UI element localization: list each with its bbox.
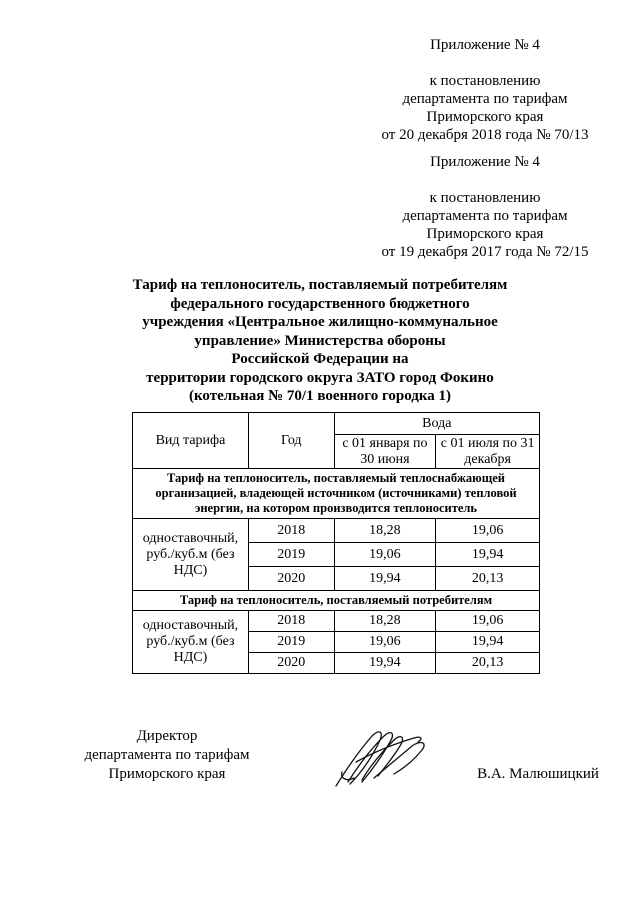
section-title: Тариф на теплоноситель, поставляемый теплоснабжающей организацией, владеющей источником (источниками) тепловой энергии, на котором производится теплоноситель: [133, 469, 540, 519]
header-line: к постановлению: [429, 73, 541, 89]
header-line: к постановлению: [429, 190, 541, 206]
header-line: Приморского края: [426, 109, 544, 125]
header-line: департамента по тарифам: [402, 208, 568, 224]
col-header-water: Вода: [334, 413, 539, 435]
value-cell: 19,94: [334, 567, 436, 591]
value-cell: 19,06: [334, 543, 436, 567]
title-line: управление» Министерства обороны: [194, 332, 446, 349]
value-cell: 18,28: [334, 611, 436, 632]
col-header-tariff-type: Вид тарифа: [133, 413, 249, 469]
title-line: (котельная № 70/1 военного городка 1): [188, 388, 452, 404]
value-cell: 19,94: [436, 632, 540, 653]
position-line: Директор: [136, 728, 198, 744]
header-line: Приморского края: [426, 226, 544, 242]
header-line: департамента по тарифам: [402, 91, 568, 107]
header-line: от 20 декабря 2018 года № 70/13: [381, 127, 589, 143]
col-header-period-1: с 01 января по 30 июня: [334, 435, 436, 469]
value-cell: 19,06: [436, 611, 540, 632]
appendix-number: Приложение № 4: [430, 154, 540, 170]
year-cell: 2018: [248, 611, 334, 632]
title-line: территории городского округа ЗАТО город Фокино: [146, 369, 494, 386]
value-cell: 19,94: [436, 543, 540, 567]
tariff-table: [132, 412, 540, 674]
appendix-header-2: [340, 153, 630, 261]
value-cell: 19,06: [436, 519, 540, 543]
header-line: от 19 декабря 2017 года № 72/15: [381, 244, 589, 260]
year-cell: 2020: [248, 567, 334, 591]
title-line: федерального государственного бюджетного: [170, 295, 470, 312]
value-cell: 19,94: [334, 653, 436, 674]
handwritten-signature: [328, 722, 438, 792]
year-cell: 2019: [248, 543, 334, 567]
signatory-position: [62, 727, 272, 784]
col-header-year: Год: [248, 413, 334, 469]
value-cell: 20,13: [436, 653, 540, 674]
appendix-number: Приложение № 4: [430, 37, 540, 53]
title-line: Российской Федерации на: [231, 351, 409, 367]
appendix-header-1: [340, 36, 630, 144]
year-cell: 2019: [248, 632, 334, 653]
col-header-period-2: с 01 июля по 31 декабря: [436, 435, 540, 469]
document-title: [100, 276, 540, 406]
title-line: учреждения «Центральное жилищно-коммунальное: [142, 314, 498, 330]
value-cell: 20,13: [436, 567, 540, 591]
tariff-type-cell: одноставочный, руб./куб.м (без НДС): [133, 519, 249, 591]
position-line: Приморского края: [108, 766, 226, 782]
year-cell: 2018: [248, 519, 334, 543]
signatory-name: В.А. Малюшицкий: [477, 766, 599, 782]
tariff-type-cell: одноставочный, руб./куб.м (без НДС): [133, 611, 249, 674]
value-cell: 19,06: [334, 632, 436, 653]
section-title: Тариф на теплоноситель, поставляемый потребителям: [133, 591, 540, 611]
year-cell: 2020: [248, 653, 334, 674]
value-cell: 18,28: [334, 519, 436, 543]
title-line: Тариф на теплоноситель, поставляемый потребителям: [132, 277, 508, 293]
position-line: департамента по тарифам: [84, 747, 250, 763]
